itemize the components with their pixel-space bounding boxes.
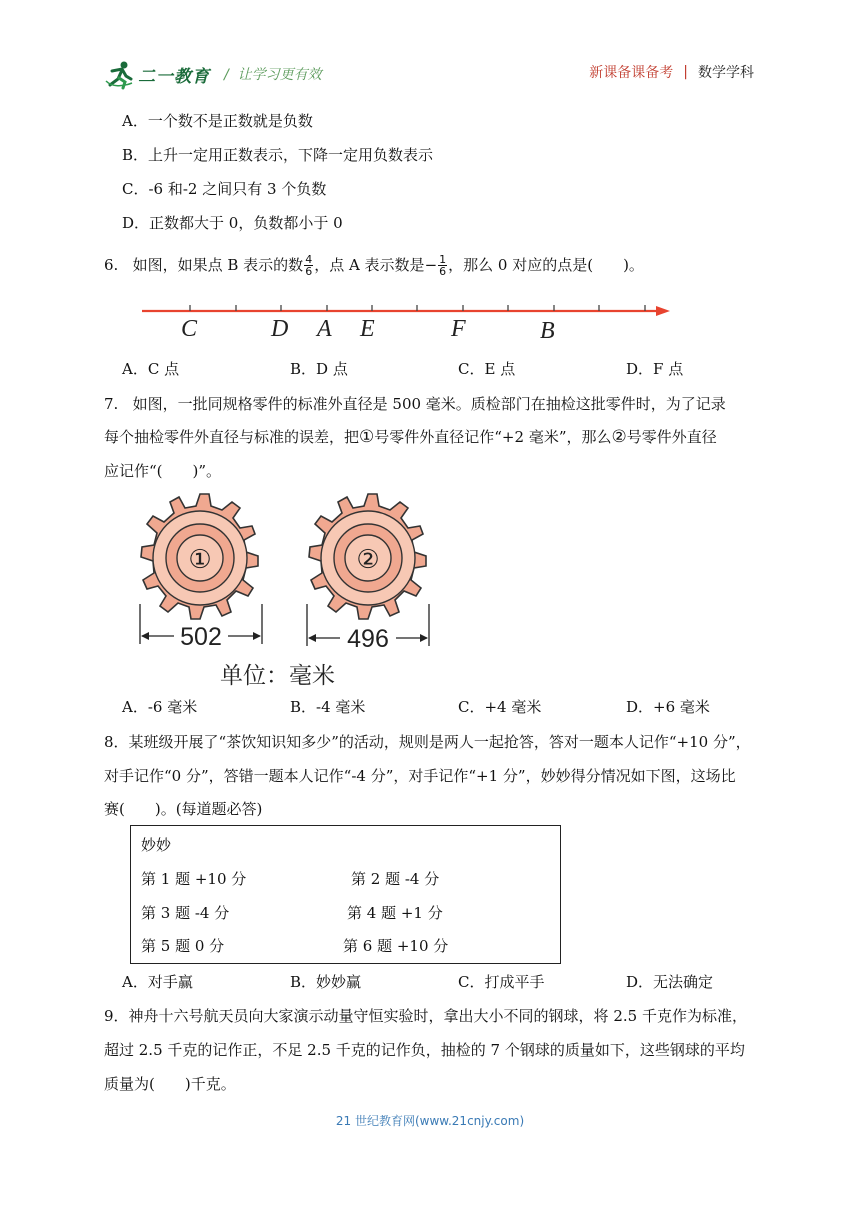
q6-number: 6. [104,256,119,274]
q8-option-b: B．妙妙赢 [290,973,362,991]
score-q2: 第 2 题 -4 分 [351,870,440,888]
q6-option-c: C．E 点 [458,360,516,378]
header-brand [104,58,322,90]
point-label-b: B [540,318,555,344]
q7-option-c: C．+4 毫米 [458,698,542,716]
q7-stem-line1 [104,394,726,414]
header-subject [589,62,754,82]
point-label-d: D [271,316,289,342]
q7-option-d: D．+6 毫米 [626,698,710,716]
q9-stem-line3: 质量为( )千克。 [104,1075,236,1093]
q7-text-1: 如图，一批同规格零件的标准外直径是 500 毫米。质检部门在抽检这批零件时，为了记录 [132,395,726,413]
q6-text-a: 如图，如果点 B 表示的数 [132,256,304,274]
number-line-arrow [656,306,670,316]
q7-number: 7. [104,395,119,413]
q6-negative-sign: − [424,256,438,274]
point-label-a: A [317,316,332,342]
q8-option-c: C．打成平手 [458,973,545,991]
point-label-f: F [451,316,466,342]
slogan-text: / 让学习更有效 [224,67,322,83]
gear-one-label: ① [188,545,212,575]
q8-stem-line2: 对手记作“0 分”，答错一题本人记作“-4 分”，对手记作“+1 分”，妙妙得分情况如下图，这场比 [104,767,736,785]
q6-text-c: ，那么 0 对应的点是( )。 [448,256,644,274]
q6-option-b: B．D 点 [290,360,348,378]
q6-text-b: ，点 A 表示数是 [314,256,425,274]
score-q3: 第 3 题 -4 分 [141,904,230,922]
q5-option-d: D．正数都大于 0，负数都小于 0 [122,214,343,232]
q5-option-c: C．-6 和-2 之间只有 3 个负数 [122,180,327,198]
q8-stem-line3: 赛( )。(每道题必答) [104,800,263,818]
score-q4: 第 4 题 +1 分 [347,904,443,922]
q7-stem-line2: 每个抽检零件外直径与标准的误差，把①号零件外直径记作“+2 毫米”，那么②号零件外直径 [104,427,717,447]
q7-circle-two: ② [611,427,627,447]
q6-stem [104,252,644,278]
header-separator: | [683,64,688,80]
q9-stem-line1: 9．神舟十六号航天员向大家演示动量守恒实验时，拿出大小不同的钢球，将 2.5 千克作为标准， [104,1007,747,1025]
unit-label: 单位：毫米 [220,663,335,689]
q6-fraction-b: $\frac{4}{6}$ [305,252,313,278]
score-q5: 第 5 题 0 分 [141,937,225,955]
score-q1: 第 1 题 +10 分 [141,870,247,888]
q6-option-d: D．F 点 [626,360,684,378]
q8-stem-line1: 8．某班级开展了“茶饮知识知多少”的活动，规则是两人一起抢答，答对一题本人记作“+10 分”， [104,733,751,751]
score-box [130,825,561,964]
q5-option-a: A．一个数不是正数就是负数 [122,112,313,130]
q7-stem-line3: 应记作“( )”。 [104,462,222,480]
q6-fraction-a: $\frac{1}{6}$ [439,252,447,278]
number-line [130,290,680,350]
gear-two-label: ② [356,545,380,575]
point-label-e: E [360,316,375,342]
q9-stem-line2: 超过 2.5 千克的记作正，不足 2.5 千克的记作负，抽检的 7 个钢球的质量如下，这些钢球的平均 [104,1041,745,1059]
header-course-label: 新课备课备考 [589,65,674,81]
q7-circle-one: ① [359,427,375,447]
header-subject-label: 数学学科 [698,65,754,81]
gear-one-dimension: 502 [180,623,222,651]
logo-text: 二一教育 [138,66,210,87]
q7-option-a: A．-6 毫米 [122,698,198,716]
point-label-c: C [181,316,198,342]
page-footer: 21 世纪教育网(www.21cnjy.com) [335,1114,525,1128]
q8-option-a: A．对手赢 [122,973,193,991]
gear-two-dimension: 496 [347,625,389,653]
q7-option-b: B．-4 毫米 [290,698,366,716]
q6-option-a: A．C 点 [122,360,180,378]
score-box-title: 妙妙 [141,836,172,854]
q8-option-d: D．无法确定 [626,973,714,991]
q5-option-b: B．上升一定用正数表示，下降一定用负数表示 [122,146,434,164]
score-q6: 第 6 题 +10 分 [343,937,449,955]
runner-logo-icon [104,59,134,89]
